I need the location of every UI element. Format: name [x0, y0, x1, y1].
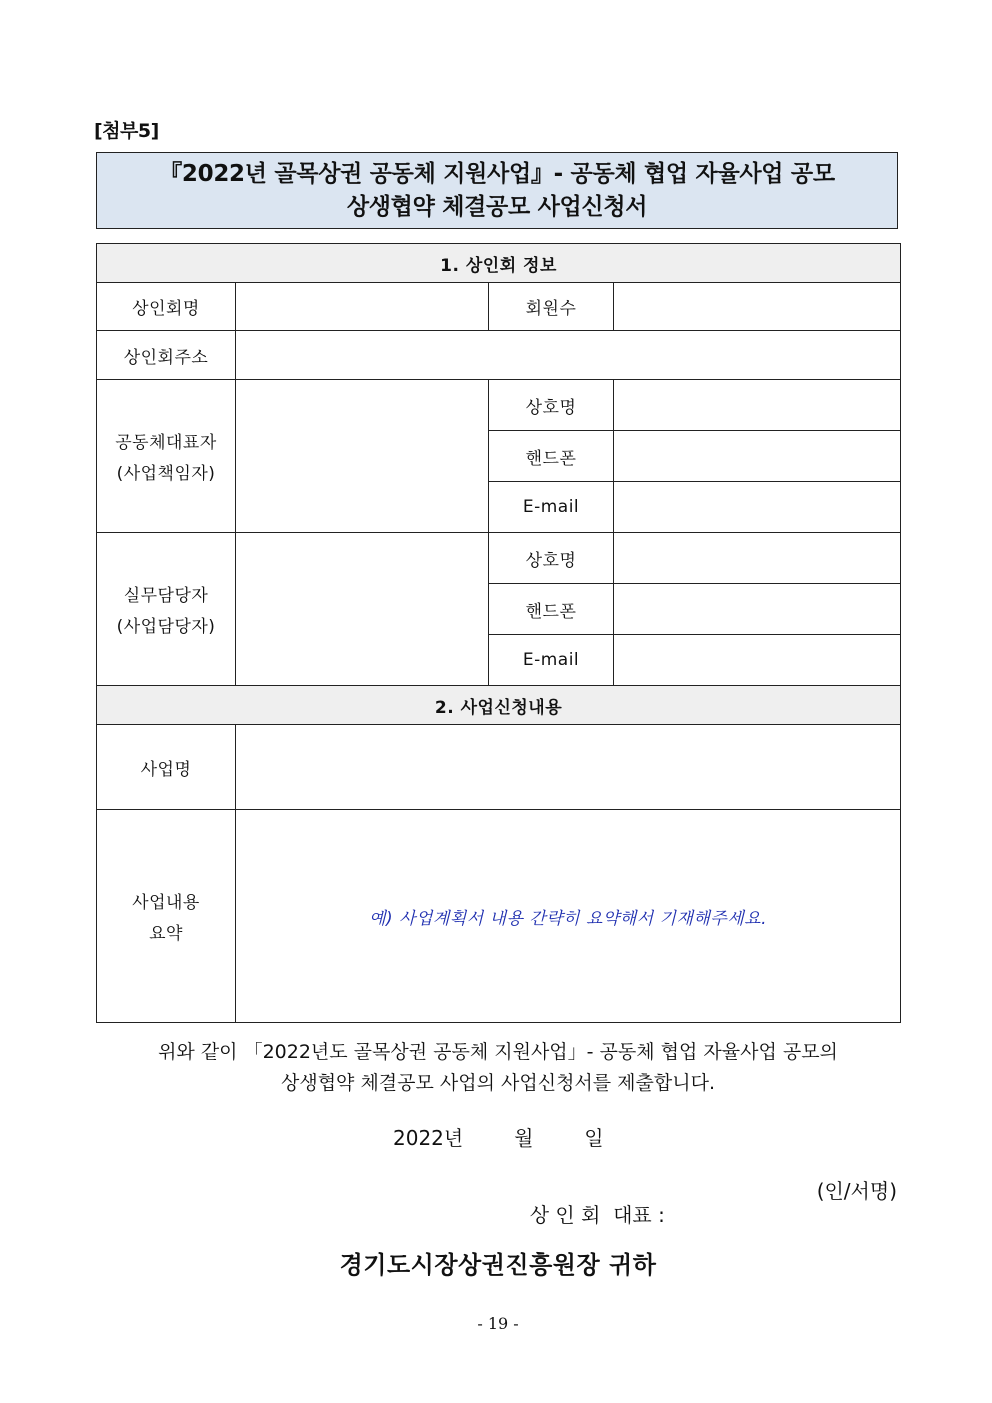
- manager-email-label: E-mail: [489, 635, 614, 686]
- submission-date: [393, 1122, 604, 1151]
- signature-seal-field[interactable]: (인/서명): [816, 1179, 897, 1203]
- date-day: 일: [584, 1126, 604, 1150]
- project-summary-field[interactable]: [236, 810, 901, 1023]
- representative-name-field[interactable]: [236, 380, 489, 533]
- section1-heading: 1. 상인회 정보: [97, 244, 901, 283]
- manager-business-name-field[interactable]: [614, 533, 901, 584]
- merchant-name-field[interactable]: [236, 283, 489, 331]
- project-summary-label-line2: 요약: [149, 924, 183, 944]
- representative-label-line1: 공동체대표자: [115, 433, 217, 453]
- section2-heading: 2. 사업신청내용: [97, 686, 901, 725]
- manager-email-field[interactable]: [614, 635, 901, 686]
- attachment-label: [첨부5]: [94, 120, 159, 142]
- project-summary-label: [97, 810, 236, 1023]
- representative-business-name-field[interactable]: [614, 380, 901, 431]
- application-form-table: [96, 243, 901, 1023]
- form-title-line2: 상생협약 체결공모 사업신청서: [346, 193, 648, 220]
- representative-label-line2: (사업책임자): [116, 464, 216, 484]
- date-month: 월: [514, 1126, 534, 1150]
- closing-statement-line1: 위와 같이 「2022년도 골목상권 공동체 지원사업」- 공동체 협업 자율사업 공모의: [158, 1041, 838, 1063]
- manager-phone-label: 핸드폰: [489, 584, 614, 635]
- recipient: 경기도시장상권진흥원장 귀하: [339, 1251, 657, 1279]
- form-title-line1: 『2022년 골목상권 공동체 지원사업』- 공동체 협업 자율사업 공모: [159, 160, 835, 187]
- project-summary-example: 예) 사업계획서 내용 간략히 요약해서 기재해주세요.: [369, 908, 767, 929]
- signature-label: 상 인 회 대표 :: [529, 1203, 665, 1227]
- representative-email-field[interactable]: [614, 482, 901, 533]
- project-name-label: 사업명: [97, 725, 236, 810]
- form-title-box: [96, 152, 898, 229]
- representative-label: [97, 380, 236, 533]
- closing-statement-line2: 상생협약 체결공모 사업의 사업신청서를 제출합니다.: [281, 1072, 715, 1094]
- manager-name-field[interactable]: [236, 533, 489, 686]
- manager-label-line1: 실무담당자: [123, 586, 209, 606]
- representative-email-label: E-mail: [489, 482, 614, 533]
- signature-line: [517, 1175, 897, 1252]
- member-count-label: 회원수: [489, 283, 614, 331]
- manager-label-line2: (사업담당자): [116, 617, 216, 637]
- merchant-address-field[interactable]: [236, 331, 901, 380]
- representative-phone-label: 핸드폰: [489, 431, 614, 482]
- page-number: - 19 -: [477, 1314, 519, 1333]
- manager-business-name-label: 상호명: [489, 533, 614, 584]
- merchant-address-label: 상인회주소: [97, 331, 236, 380]
- date-year: 2022년: [393, 1126, 464, 1150]
- project-summary-label-line1: 사업내용: [132, 893, 200, 913]
- member-count-field[interactable]: [614, 283, 901, 331]
- manager-phone-field[interactable]: [614, 584, 901, 635]
- project-name-field[interactable]: [236, 725, 901, 810]
- merchant-name-label: 상인회명: [97, 283, 236, 331]
- representative-business-name-label: 상호명: [489, 380, 614, 431]
- manager-label: [97, 533, 236, 686]
- representative-phone-field[interactable]: [614, 431, 901, 482]
